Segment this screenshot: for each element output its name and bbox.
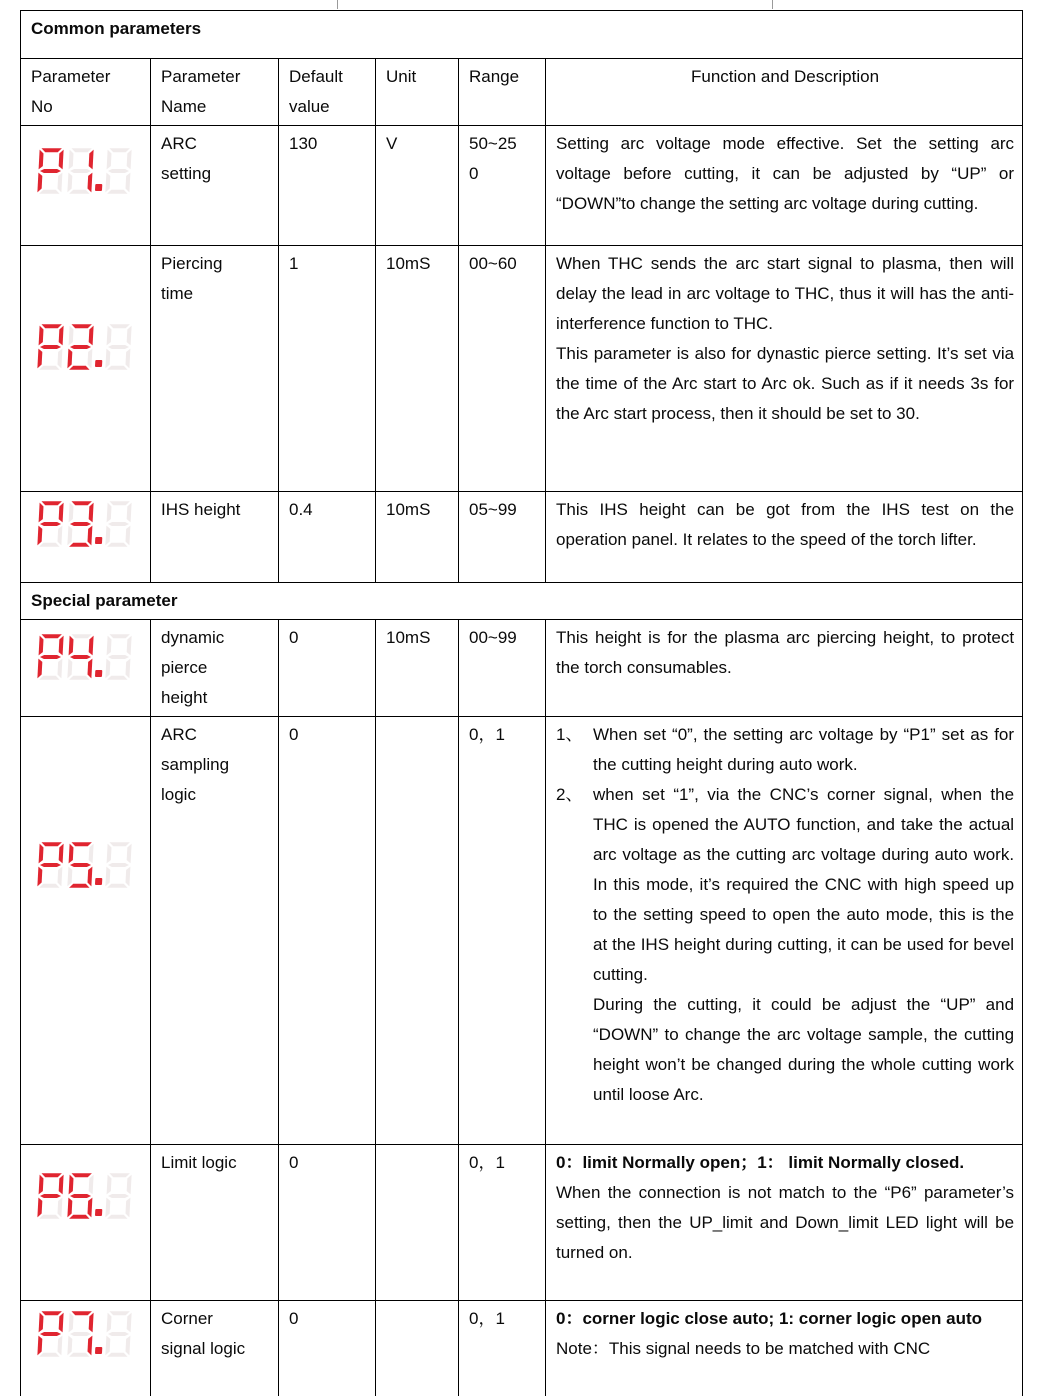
param-no-cell-p6 bbox=[21, 1145, 151, 1301]
range-value: 00~60 bbox=[469, 254, 517, 273]
seven-segment-display-p4 bbox=[36, 633, 139, 681]
param-name: dynamic bbox=[161, 628, 225, 647]
seven-segment-display-p3 bbox=[36, 500, 139, 548]
param-name-cell-p3 bbox=[151, 492, 279, 583]
description-cell-p6 bbox=[546, 1145, 1023, 1301]
description-cell-p4 bbox=[546, 620, 1023, 717]
range-cell-p6 bbox=[459, 1145, 546, 1301]
list-item-number: 2、 bbox=[556, 785, 583, 804]
unit-cell-p1: V bbox=[376, 126, 459, 246]
column-header-4 bbox=[459, 59, 546, 126]
column-header-2 bbox=[279, 59, 376, 126]
param-name: Limit logic bbox=[161, 1153, 237, 1172]
range-cell-p4 bbox=[459, 620, 546, 717]
parameter-table-body bbox=[21, 11, 1023, 1396]
description-list-item bbox=[556, 780, 1014, 990]
param-name: ARC bbox=[161, 134, 197, 153]
decimal-point-segment bbox=[95, 878, 102, 885]
param-row-p6 bbox=[21, 1145, 1023, 1301]
param-name: pierce bbox=[161, 658, 208, 677]
param-row-p3 bbox=[21, 492, 1023, 583]
description-paragraph: when set “1”, via the CNC’s corner signal, when the THC is opened the AUTO function, and take the actual arc voltage as the cutting arc voltage during auto work. In this mode, it’s required the CNC with high speed up to the setting speed to open the auto mode, this is the at the IHS height during cutting, it can be used for bevel cutting. bbox=[593, 785, 1015, 984]
param-row-p1 bbox=[21, 126, 1023, 246]
unit-cell-p6 bbox=[376, 1145, 459, 1301]
param-row-p7 bbox=[21, 1301, 1023, 1396]
param-name: setting bbox=[161, 164, 212, 183]
description-paragraph: Note：This signal needs to be matched with CNC bbox=[556, 1339, 931, 1358]
description-paragraph: This IHS height can be got from the IHS test on the operation panel. It relates to the speed of the torch lifter. bbox=[556, 500, 1015, 549]
decimal-point-segment bbox=[95, 1347, 102, 1354]
range-value: 05~99 bbox=[469, 500, 517, 519]
section-row-special bbox=[21, 583, 1023, 620]
range-value: 0，1 bbox=[469, 725, 505, 744]
description-paragraph: When set “0”, the setting arc voltage by “P1” set as for the cutting height during auto work. bbox=[593, 725, 1015, 774]
column-header-row bbox=[21, 59, 1023, 126]
column-header-label: Unit bbox=[386, 67, 417, 86]
description-paragraph: 0：limit Normally open；1： limit Normally closed. bbox=[556, 1153, 965, 1172]
unlit-digit-segment bbox=[104, 841, 137, 889]
section-header-common: Common parameters bbox=[21, 11, 1023, 59]
unit-cell-p4: 10mS bbox=[376, 620, 459, 717]
param-name: Corner bbox=[161, 1309, 213, 1328]
range-value: 0，1 bbox=[469, 1309, 505, 1328]
seven-segment-display-p1 bbox=[36, 147, 139, 195]
param-no-cell-p4 bbox=[21, 620, 151, 717]
param-name: time bbox=[161, 284, 194, 303]
description-paragraph: Setting arc voltage mode effective. Set the setting arc voltage before cutting, it can be adjusted by “UP” or “DOWN”to change the setting arc voltage during cutting. bbox=[556, 134, 1015, 213]
range-cell-p7 bbox=[459, 1301, 546, 1396]
param-row-p5 bbox=[21, 717, 1023, 1145]
description-cell-p7 bbox=[546, 1301, 1023, 1396]
column-header-label: Name bbox=[161, 97, 207, 116]
description-cell-p5 bbox=[546, 717, 1023, 1145]
column-header-label: value bbox=[289, 97, 330, 116]
param-name-cell-p5 bbox=[151, 717, 279, 1145]
column-header-1 bbox=[151, 59, 279, 126]
decimal-point-segment bbox=[95, 670, 102, 677]
param-no-cell-p2 bbox=[21, 246, 151, 492]
param-name-cell-p6 bbox=[151, 1145, 279, 1301]
unlit-digit-segment bbox=[104, 500, 137, 548]
default-value-cell-p5: 0 bbox=[279, 717, 376, 1145]
description-paragraph: During the cutting, it could be adjust the “UP” and “DOWN” to change the arc voltage sample, the cutting height won’t be changed during the whole cutting work until loose Arc. bbox=[593, 995, 1015, 1104]
description-paragraph: When THC sends the arc start signal to plasma, then will delay the lead in arc voltage to THC, thus it will has the anti-interference function to THC. bbox=[556, 254, 1015, 333]
page-artifact-tick bbox=[337, 0, 338, 9]
column-header-label: Default bbox=[289, 67, 343, 86]
param-no-cell-p5 bbox=[21, 717, 151, 1145]
description-paragraph: This parameter is also for dynastic pierce setting. It’s set via the time of the Arc start to Arc ok. Such as if it needs 3s for the Arc start process, then it should be set to 30. bbox=[556, 344, 1015, 423]
default-value-cell-p3: 0.4 bbox=[279, 492, 376, 583]
seven-segment-display-p7 bbox=[36, 1310, 139, 1358]
param-no-cell-p7 bbox=[21, 1301, 151, 1396]
decimal-point-segment bbox=[95, 360, 102, 367]
page-artifact-tick bbox=[772, 0, 773, 9]
seven-segment-display-p6 bbox=[36, 1172, 139, 1220]
param-name-cell-p4 bbox=[151, 620, 279, 717]
column-header-label: Parameter bbox=[161, 67, 241, 86]
column-header-label: Function and Description bbox=[691, 67, 880, 86]
seven-segment-display-p5 bbox=[36, 841, 139, 889]
range-value: 50~25 bbox=[469, 134, 517, 153]
unlit-digit-segment bbox=[104, 1172, 137, 1220]
unit-cell-p3: 10mS bbox=[376, 492, 459, 583]
description-cell-p3 bbox=[546, 492, 1023, 583]
range-cell-p5 bbox=[459, 717, 546, 1145]
param-name: Piercing bbox=[161, 254, 223, 273]
description-list-item bbox=[556, 720, 1014, 780]
column-header-label: Range bbox=[469, 67, 520, 86]
column-header-0 bbox=[21, 59, 151, 126]
description-cell-p1 bbox=[546, 126, 1023, 246]
param-name: IHS height bbox=[161, 500, 241, 519]
column-header-label: Parameter bbox=[31, 67, 111, 86]
column-header-label: No bbox=[31, 97, 53, 116]
range-cell-p3 bbox=[459, 492, 546, 583]
param-name-cell-p7 bbox=[151, 1301, 279, 1396]
description-paragraph: This height is for the plasma arc piercing height, to protect the torch consumables. bbox=[556, 628, 1015, 677]
unlit-digit-segment bbox=[104, 147, 137, 195]
param-row-p2 bbox=[21, 246, 1023, 492]
description-paragraph: 0：corner logic close auto; 1: corner logic open auto bbox=[556, 1309, 983, 1328]
description-cell-p2 bbox=[546, 246, 1023, 492]
unlit-digit-segment bbox=[104, 323, 137, 371]
range-value: 0 bbox=[469, 164, 479, 183]
range-cell-p2 bbox=[459, 246, 546, 492]
decimal-point-segment bbox=[95, 184, 102, 191]
default-value-cell-p4: 0 bbox=[279, 620, 376, 717]
seven-segment-display-p2 bbox=[36, 323, 139, 371]
param-no-cell-p3 bbox=[21, 492, 151, 583]
param-name: sampling bbox=[161, 755, 230, 774]
description-paragraph: When the connection is not match to the “P6” parameter’s setting, then the UP_limit and Down_limit LED light will be turned on. bbox=[556, 1183, 1015, 1262]
default-value-cell-p6: 0 bbox=[279, 1145, 376, 1301]
decimal-point-segment bbox=[95, 537, 102, 544]
param-name: logic bbox=[161, 785, 196, 804]
column-header-3 bbox=[376, 59, 459, 126]
param-no-cell-p1 bbox=[21, 126, 151, 246]
param-name-cell-p2 bbox=[151, 246, 279, 492]
param-name: ARC bbox=[161, 725, 197, 744]
param-name: signal logic bbox=[161, 1339, 246, 1358]
unit-cell-p7 bbox=[376, 1301, 459, 1396]
unit-cell-p5 bbox=[376, 717, 459, 1145]
range-value: 00~99 bbox=[469, 628, 517, 647]
unlit-digit-segment bbox=[104, 1310, 137, 1358]
default-value-cell-p1: 130 bbox=[279, 126, 376, 246]
unlit-digit-segment bbox=[104, 633, 137, 681]
param-name-cell-p1 bbox=[151, 126, 279, 246]
range-cell-p1 bbox=[459, 126, 546, 246]
param-row-p4 bbox=[21, 620, 1023, 717]
param-name: height bbox=[161, 688, 208, 707]
list-item-number: 1、 bbox=[556, 725, 583, 744]
default-value-cell-p2: 1 bbox=[279, 246, 376, 492]
unit-cell-p2: 10mS bbox=[376, 246, 459, 492]
range-value: 0，1 bbox=[469, 1153, 505, 1172]
section-row-common bbox=[21, 11, 1023, 59]
default-value-cell-p7: 0 bbox=[279, 1301, 376, 1396]
section-header-special: Special parameter bbox=[21, 583, 1023, 620]
parameter-table bbox=[20, 10, 1023, 1396]
decimal-point-segment bbox=[95, 1209, 102, 1216]
column-header-5 bbox=[546, 59, 1023, 126]
